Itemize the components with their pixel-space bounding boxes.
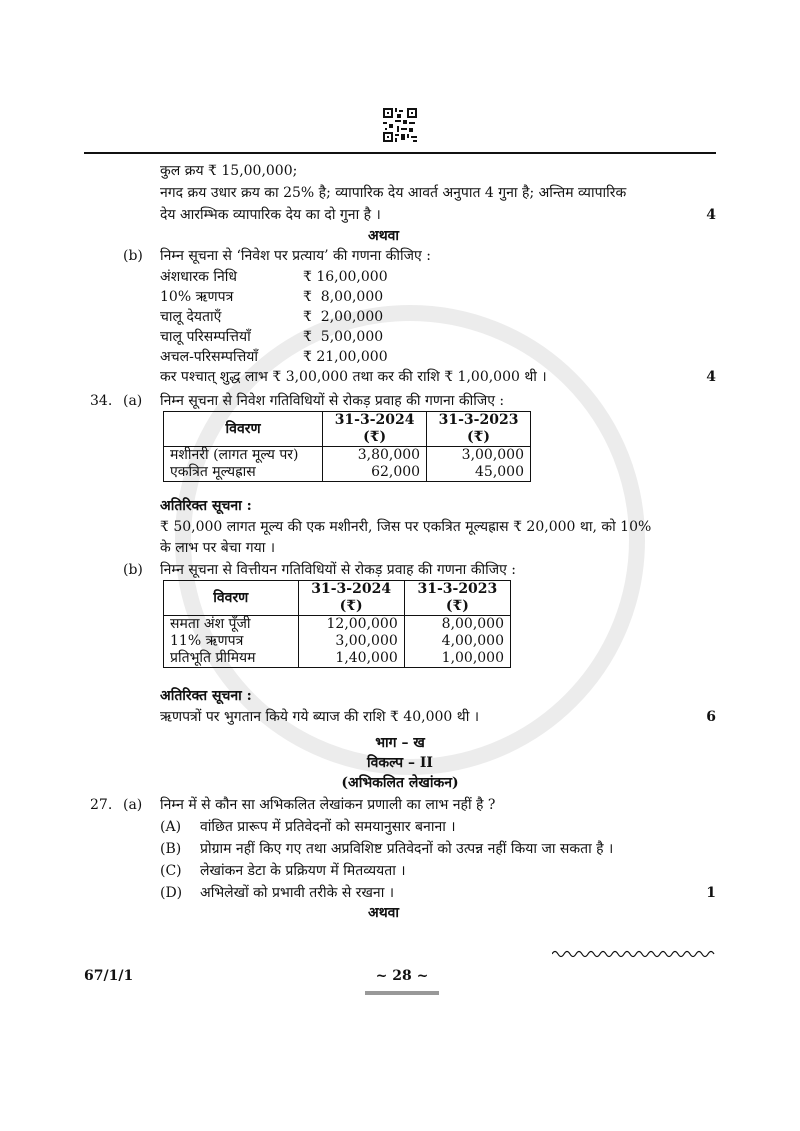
table-row bbox=[164, 633, 511, 650]
table-cell: प्रतिभूति प्रीमियम bbox=[164, 650, 299, 668]
extra-info-title: अतिरिक्त सूचना : bbox=[160, 498, 252, 514]
table-row bbox=[164, 650, 511, 668]
item-name: चालू परिसम्पत्तियाँ bbox=[160, 329, 251, 345]
header-rule bbox=[84, 152, 716, 154]
item-value: ₹ 16,00,000 bbox=[303, 269, 388, 285]
table-header: 31-3-2024 bbox=[298, 581, 404, 599]
item-name: 10% ऋणपत्र bbox=[160, 289, 234, 305]
page-number-underline bbox=[365, 991, 439, 995]
table-header: (₹) bbox=[404, 598, 510, 616]
table-cell: 1,40,000 bbox=[298, 650, 404, 668]
item-value: ₹ 21,00,000 bbox=[303, 349, 388, 365]
item-value: ₹ 2,00,000 bbox=[303, 309, 384, 325]
table-cell: 3,00,000 bbox=[427, 447, 531, 465]
sub-question-label: (b) bbox=[123, 562, 143, 578]
paper-code: 67/1/1 bbox=[84, 968, 134, 984]
section-part: भाग – ख bbox=[375, 735, 425, 751]
text-line: ₹ 50,000 लागत मूल्य की एक मशीनरी, जिस पर एकत्रित मूल्यह्रास ₹ 20,000 था, को 10% bbox=[160, 519, 652, 535]
wavy-line-icon bbox=[552, 948, 716, 960]
text-line: कुल क्रय ₹ 15,00,000; bbox=[160, 163, 298, 179]
text-line: कर पश्चात् शुद्ध लाभ ₹ 3,00,000 तथा कर की राशि ₹ 1,00,000 थी । bbox=[160, 369, 547, 385]
section-title: (अभिकलित लेखांकन) bbox=[341, 775, 459, 791]
marks: 1 bbox=[706, 885, 716, 901]
table-cell: 3,00,000 bbox=[298, 633, 404, 650]
table-row bbox=[164, 447, 531, 465]
table-cell: 4,00,000 bbox=[404, 633, 510, 650]
option-key: (A) bbox=[160, 819, 182, 835]
table-header: (₹) bbox=[298, 598, 404, 616]
text-line: नगद क्रय उधार क्रय का 25% है; व्यापारिक देय आवर्त अनुपात 4 गुना है; अन्तिम व्यापारिक bbox=[160, 185, 627, 201]
or-divider: अथवा bbox=[368, 228, 400, 244]
text-line: ऋणपत्रों पर भुगतान किये गये ब्याज की राशि ₹ 40,000 थी । bbox=[160, 709, 480, 725]
sub-question-label: (a) bbox=[123, 797, 143, 813]
table-cell: 62,000 bbox=[323, 464, 427, 482]
table-header: 31-3-2023 bbox=[427, 412, 531, 430]
table-cell: 45,000 bbox=[427, 464, 531, 482]
investing-table bbox=[163, 411, 531, 482]
question-text: निम्न सूचना से वित्तीयन गतिविधियों से रोकड़ प्रवाह की गणना कीजिए : bbox=[160, 562, 517, 578]
table-cell: एकत्रित मूल्यह्रास bbox=[164, 464, 323, 482]
extra-info-title: अतिरिक्त सूचना : bbox=[160, 688, 252, 704]
option-text: लेखांकन डेटा के प्रक्रियण में मितव्ययता । bbox=[200, 863, 406, 879]
table-row bbox=[164, 616, 511, 634]
table-header: (₹) bbox=[323, 429, 427, 447]
marks: 4 bbox=[706, 207, 716, 223]
option-key: (B) bbox=[160, 841, 182, 857]
table-cell: 11% ऋणपत्र bbox=[164, 633, 299, 650]
item-name: अंशधारक निधि bbox=[160, 269, 238, 285]
table-cell: मशीनरी (लागत मूल्य पर) bbox=[164, 447, 323, 465]
table-header: 31-3-2023 bbox=[404, 581, 510, 599]
option-text: वांछित प्रारूप में प्रतिवेदनों को समयानुसार बनाना । bbox=[200, 819, 456, 835]
question-text: निम्न में से कौन सा अभिकलित लेखांकन प्रणाली का लाभ नहीं है ? bbox=[160, 797, 496, 813]
item-name: अचल-परिसम्पत्तियाँ bbox=[160, 349, 259, 365]
table-cell: 12,00,000 bbox=[298, 616, 404, 634]
section-option: विकल्प – II bbox=[367, 755, 433, 771]
sub-question-label: (b) bbox=[123, 248, 143, 264]
sub-question-label: (a) bbox=[123, 393, 143, 409]
table-header: 31-3-2024 bbox=[323, 412, 427, 430]
question-number: 34. bbox=[90, 393, 113, 409]
item-value: ₹ 8,00,000 bbox=[303, 289, 384, 305]
table-row bbox=[164, 464, 531, 482]
table-header: विवरण bbox=[164, 581, 299, 616]
page-number: ~ 28 ~ bbox=[375, 968, 429, 984]
text-line: के लाभ पर बेचा गया । bbox=[160, 540, 276, 556]
table-header: (₹) bbox=[427, 429, 531, 447]
text-line: देय आरम्भिक व्यापारिक देय का दो गुना है । bbox=[160, 207, 381, 223]
qr-code-icon bbox=[383, 108, 417, 142]
option-key: (C) bbox=[160, 863, 182, 879]
table-cell: 3,80,000 bbox=[323, 447, 427, 465]
option-key: (D) bbox=[160, 885, 183, 901]
marks: 6 bbox=[706, 709, 716, 725]
table-cell: 8,00,000 bbox=[404, 616, 510, 634]
table-cell: 1,00,000 bbox=[404, 650, 510, 668]
question-text: निम्न सूचना से ‘निवेश पर प्रत्याय’ की गणना कीजिए : bbox=[160, 248, 431, 264]
item-name: चालू देयताएँ bbox=[160, 309, 222, 325]
option-text: अभिलेखों को प्रभावी तरीके से रखना । bbox=[200, 885, 395, 901]
question-text: निम्न सूचना से निवेश गतिविधियों से रोकड़ प्रवाह की गणना कीजिए : bbox=[160, 393, 505, 409]
table-cell: समता अंश पूँजी bbox=[164, 616, 299, 634]
option-text: प्रोग्राम नहीं किए गए तथा अप्रविशिष्ट प्रतिवेदनों को उत्पन्न नहीं किया जा सकता है । bbox=[200, 841, 614, 857]
question-number: 27. bbox=[90, 797, 113, 813]
or-divider: अथवा bbox=[368, 905, 400, 921]
financing-table bbox=[163, 580, 511, 668]
marks: 4 bbox=[706, 369, 716, 385]
item-value: ₹ 5,00,000 bbox=[303, 329, 384, 345]
table-header: विवरण bbox=[164, 412, 323, 447]
